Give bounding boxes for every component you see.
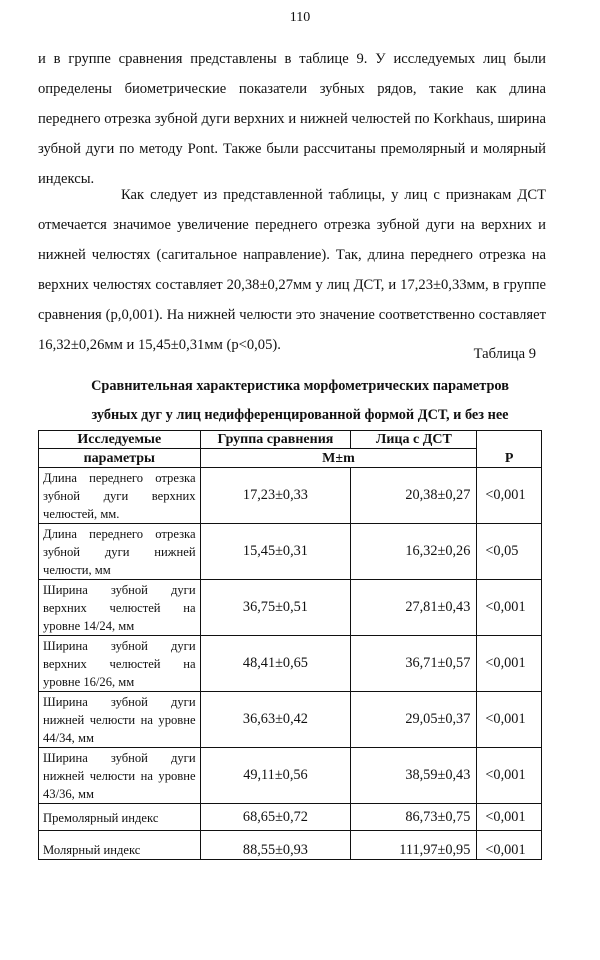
table-row: [39, 692, 542, 748]
row-comparison-value: 88,55±0,93: [200, 831, 351, 860]
table-row: [39, 636, 542, 692]
header-p: P: [477, 431, 542, 468]
header-comparison: Группа сравнения: [200, 431, 351, 449]
row-comparison-value: 15,45±0,31: [200, 524, 351, 580]
table-title-line-1: Сравнительная характеристика морфометрических параметров: [91, 378, 509, 394]
table-row: [39, 804, 542, 831]
row-dst-value: 27,81±0,43: [351, 580, 477, 636]
table-row: [39, 748, 542, 804]
row-dst-value: 86,73±0,75: [351, 804, 477, 831]
row-comparison-value: 49,11±0,56: [200, 748, 351, 804]
row-param: Ширина зубной дуги верхних челюстей на уровне 16/26, мм: [39, 636, 201, 692]
table-header-row-1: [39, 431, 542, 449]
row-comparison-value: 36,63±0,42: [200, 692, 351, 748]
row-dst-value: 16,32±0,26: [351, 524, 477, 580]
table-row: [39, 831, 542, 860]
paragraph-1: [38, 44, 546, 194]
row-param: Ширина зубной дуги нижней челюсти на уровне 43/36, мм: [39, 748, 201, 804]
row-param: Ширина зубной дуги верхних челюстей на уровне 14/24, мм: [39, 580, 201, 636]
paragraph-2-text: Как следует из представленной таблицы, у лиц с признакам ДСТ отмечается значимое увеличение переднего отрезка зубной дуги на верхних и нижней челюстях (сагитальное направление). Так, длина переднего отрезка на верхних челюстях составляет 20,38±0,27мм у лиц ДСТ, и 17,23±0,33мм, в группе сравнения (р,0,001). На нижней челюсти это значение соответственно составляет 16,32±0,26мм и 15,45±0,31мм (р<0,05).: [38, 187, 546, 353]
row-comparison-value: 68,65±0,72: [200, 804, 351, 831]
row-p-value: <0,001: [477, 804, 542, 831]
page-number: 110: [289, 10, 311, 25]
row-comparison-value: 48,41±0,65: [200, 636, 351, 692]
table-title-line-2: зубных дуг у лиц недифференцированной формой ДСТ, и без нее: [91, 407, 509, 423]
row-param: Ширина зубной дуги нижней челюсти на уровне 44/34, мм: [39, 692, 201, 748]
table-row: [39, 468, 542, 524]
row-dst-value: 29,05±0,37: [351, 692, 477, 748]
row-dst-value: 111,97±0,95: [351, 831, 477, 860]
row-comparison-value: 17,23±0,33: [200, 468, 351, 524]
table-header-row-2: [39, 449, 542, 468]
row-dst-value: 36,71±0,57: [351, 636, 477, 692]
row-dst-value: 20,38±0,27: [351, 468, 477, 524]
row-p-value: <0,001: [477, 748, 542, 804]
row-p-value: <0,001: [477, 831, 542, 860]
header-param-line-2: параметры: [39, 449, 201, 468]
row-p-value: <0,05: [477, 524, 542, 580]
header-dst: Лица с ДСТ: [351, 431, 477, 449]
row-p-value: <0,001: [477, 692, 542, 748]
morphometric-table: [38, 430, 542, 860]
header-param-line-1: Исследуемые: [39, 431, 201, 449]
table-row: [39, 524, 542, 580]
paragraph-2: [38, 180, 546, 360]
table-title: [40, 372, 560, 430]
row-param: Длина переднего отрезка зубной дуги верхних челюстей, мм.: [39, 468, 201, 524]
table-row: [39, 580, 542, 636]
paragraph-1-text: и в группе сравнения представлены в таблице 9. У исследуемых лиц были определены биометрические показатели зубных рядов, такие как длина переднего отрезка зубной дуги верхних и нижней челюстей по Korkhaus, ширина зубной дуги по методу Pont. Также были рассчитаны премолярный и молярный индексы.: [38, 51, 546, 187]
row-dst-value: 38,59±0,43: [351, 748, 477, 804]
row-comparison-value: 36,75±0,51: [200, 580, 351, 636]
row-p-value: <0,001: [477, 580, 542, 636]
header-unit: M±m: [200, 449, 477, 468]
row-param: Молярный индекс: [39, 831, 201, 860]
row-p-value: <0,001: [477, 468, 542, 524]
row-p-value: <0,001: [477, 636, 542, 692]
row-param: Премолярный индекс: [39, 804, 201, 831]
row-param: Длина переднего отрезка зубной дуги нижней челюсти, мм: [39, 524, 201, 580]
table-label: Таблица 9: [473, 346, 536, 362]
